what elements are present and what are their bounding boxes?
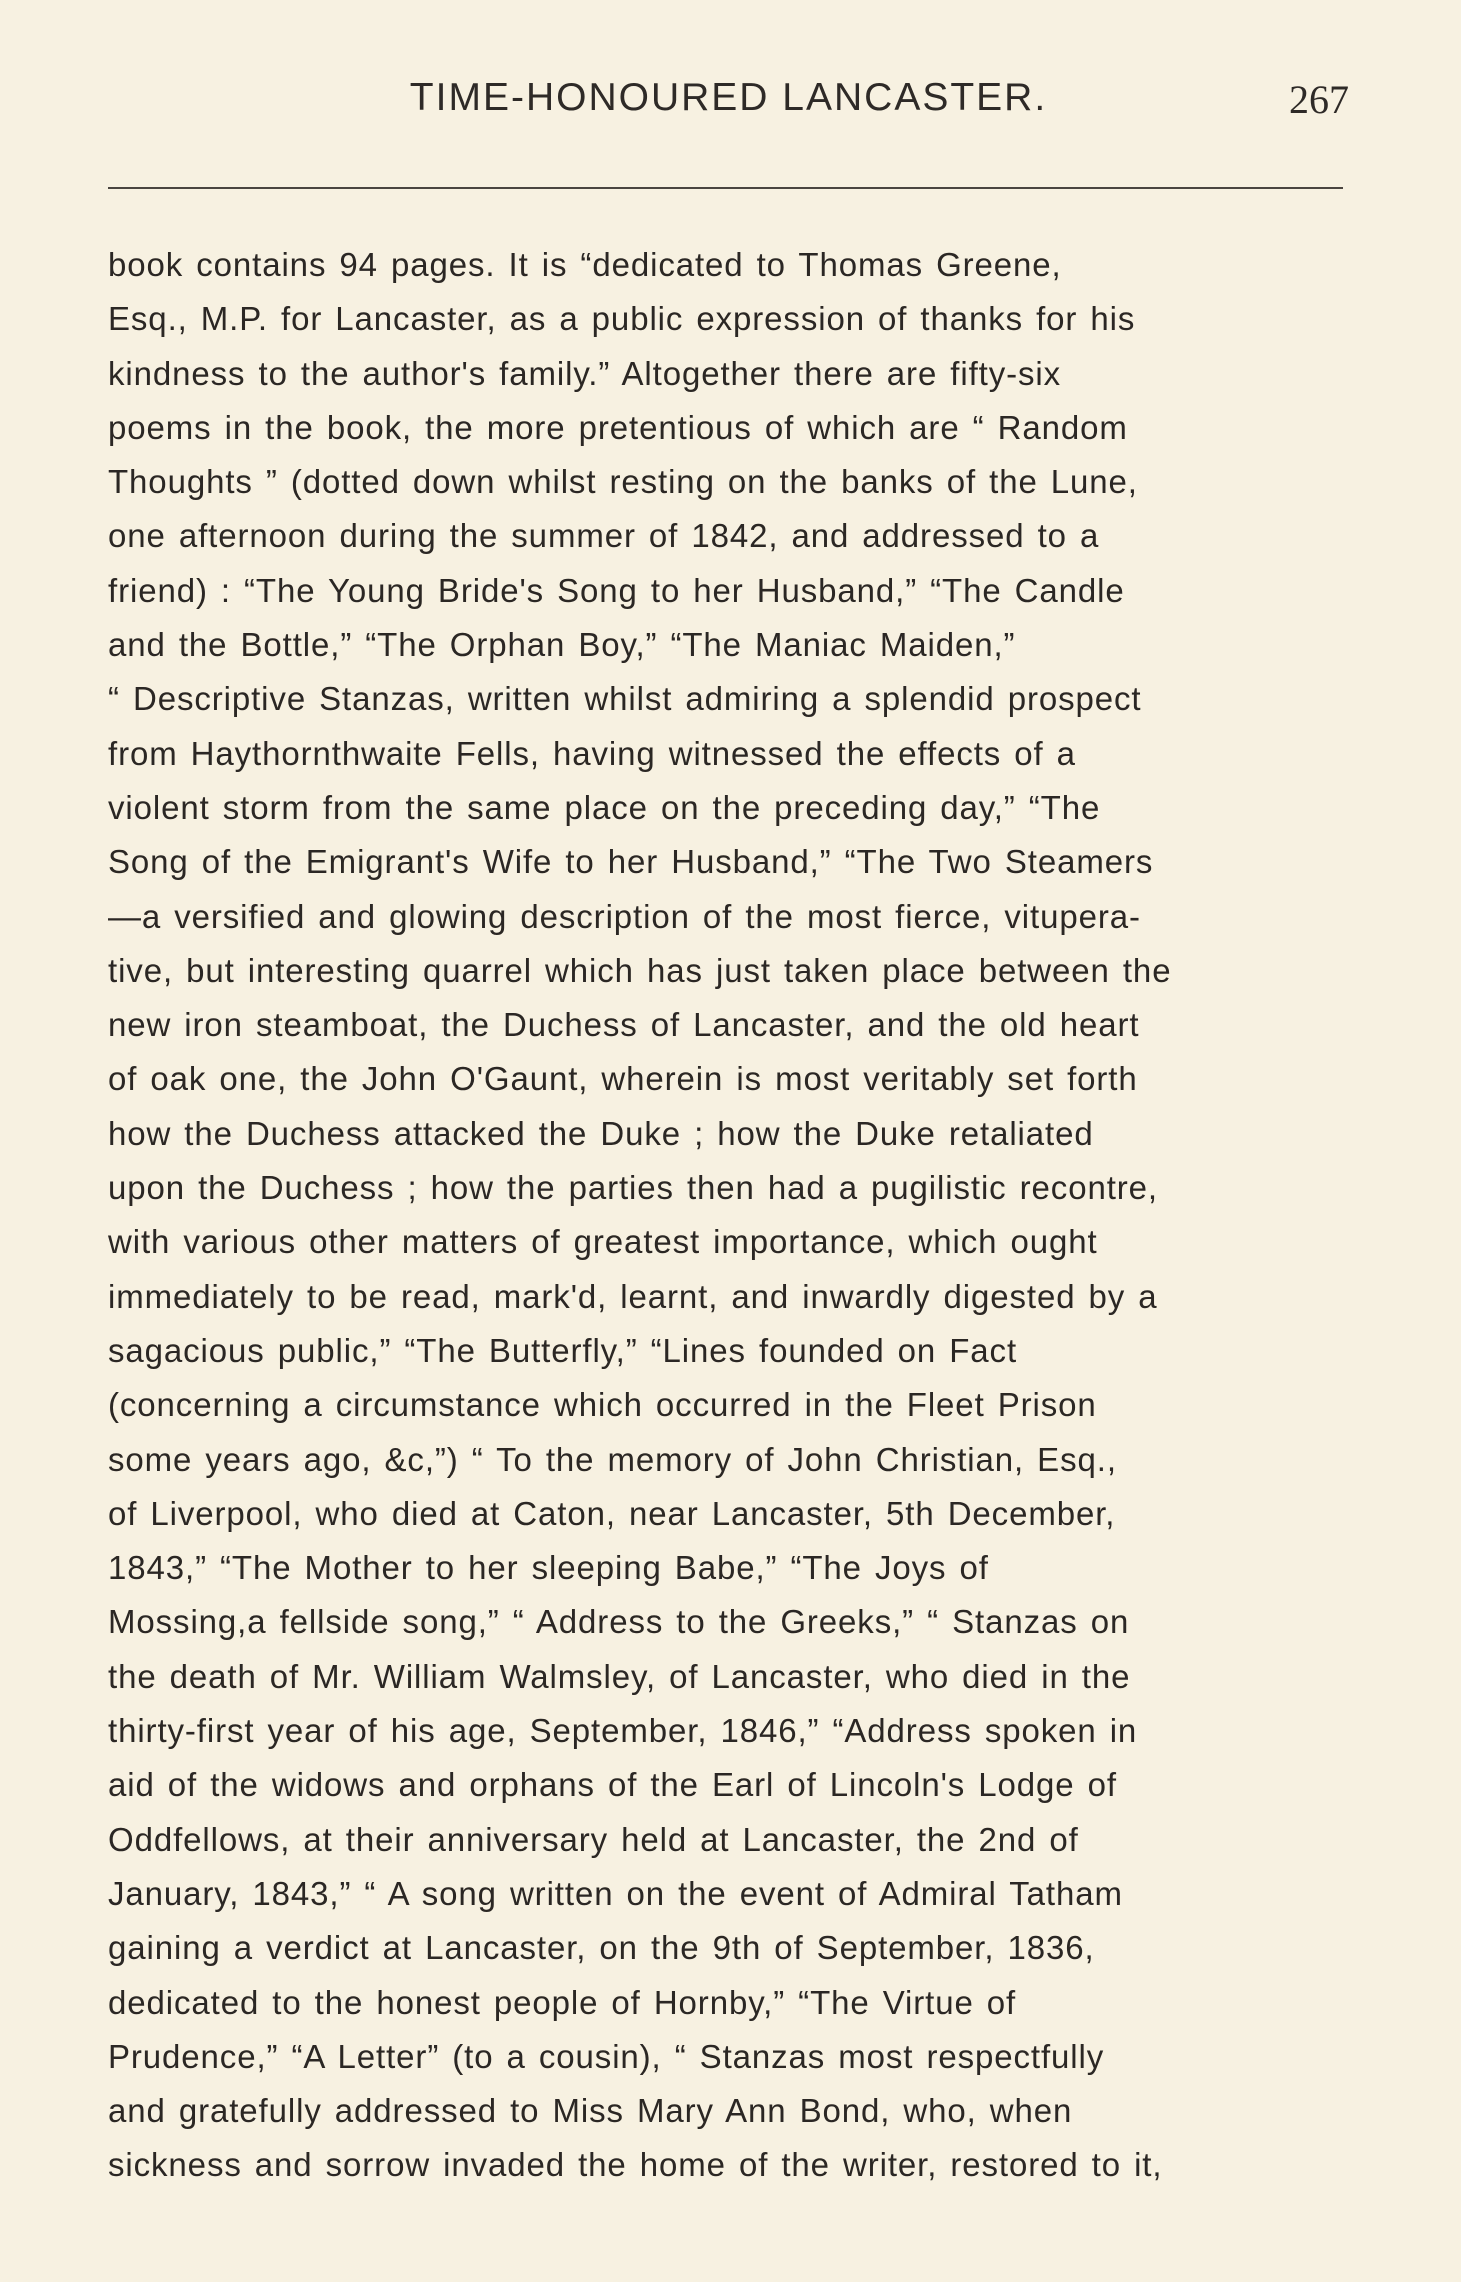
text-line: how the Duchess attacked the Duke ; how the Duke retaliated: [108, 1114, 1094, 1152]
text-line: sagacious public,” “The Butterfly,” “Lines founded on Fact: [108, 1331, 1018, 1369]
text-line: “ Descriptive Stanzas, written whilst admiring a splendid prospect: [108, 680, 1142, 718]
text-line: poems in the book, the more pretentious of which are “ Random: [108, 408, 1128, 446]
text-line: Song of the Emigrant's Wife to her Husband,” “The Two Steamers: [108, 843, 1154, 881]
text-line: Prudence,” “A Letter” (to a cousin), “ Stanzas most respectfully: [108, 2037, 1105, 2075]
page-number: 267: [1289, 77, 1349, 122]
running-title: TIME-HONOURED LANCASTER.: [409, 76, 1048, 119]
text-line: dedicated to the honest people of Hornby,” “The Virtue of: [108, 1983, 1017, 2021]
text-line: friend) : “The Young Bride's Song to her Husband,” “The Candle: [108, 571, 1125, 609]
text-line: upon the Duchess ; how the parties then had a pugilistic recontre,: [108, 1169, 1158, 1207]
text-line: Thoughts ” (dotted down whilst resting on the banks of the Lune,: [108, 463, 1138, 501]
text-line: January, 1843,” “ A song written on the event of Admiral Tatham: [108, 1874, 1123, 1912]
text-line: thirty-first year of his age, September, 1846,” “Address spoken in: [108, 1712, 1138, 1750]
text-line: violent storm from the same place on the preceding day,” “The: [108, 788, 1101, 826]
text-line: kindness to the author's family.” Altogether there are fifty-six: [108, 354, 1062, 392]
text-line: and gratefully addressed to Miss Mary Ann Bond, who, when: [108, 2092, 1073, 2130]
text-line: sickness and sorrow invaded the home of the writer, restored to it,: [108, 2146, 1163, 2184]
header-rule: [108, 187, 1343, 189]
body-text: [108, 238, 1344, 2193]
text-line: (concerning a circumstance which occurred in the Fleet Prison: [108, 1386, 1097, 1424]
text-line: Mossing,a fellside song,” “ Address to the Greeks,” “ Stanzas on: [108, 1603, 1130, 1641]
text-line: tive, but interesting quarrel which has just taken place between the: [108, 951, 1172, 989]
text-line: with various other matters of greatest importance, which ought: [108, 1223, 1098, 1261]
text-line: Esq., M.P. for Lancaster, as a public expression of thanks for his: [108, 300, 1136, 338]
text-line: from Haythornthwaite Fells, having witnessed the effects of a: [108, 734, 1076, 772]
text-line: book contains 94 pages. It is “dedicated to Thomas Greene,: [108, 246, 1062, 283]
text-line: and the Bottle,” “The Orphan Boy,” “The Maniac Maiden,”: [108, 626, 1016, 664]
text-line: new iron steamboat, the Duchess of Lancaster, and the old heart: [108, 1006, 1140, 1044]
text-line: of oak one, the John O'Gaunt, wherein is most veritably set forth: [108, 1060, 1138, 1098]
text-line: Oddfellows, at their anniversary held at Lancaster, the 2nd of: [108, 1820, 1079, 1858]
text-line: some years ago, &c,”) “ To the memory of John Christian, Esq.,: [108, 1440, 1117, 1478]
text-line: the death of Mr. William Walmsley, of Lancaster, who died in the: [108, 1657, 1131, 1695]
text-line: gaining a verdict at Lancaster, on the 9th of September, 1836,: [108, 1929, 1095, 1967]
text-line: one afternoon during the summer of 1842, and addressed to a: [108, 517, 1100, 555]
text-line: —a versified and glowing description of the most fierce, vitupera-: [108, 897, 1141, 935]
running-head: [108, 76, 1349, 136]
text-line: immediately to be read, mark'd, learnt, and inwardly digested by a: [108, 1277, 1158, 1315]
text-line: of Liverpool, who died at Caton, near Lancaster, 5th December,: [108, 1494, 1116, 1532]
text-line: aid of the widows and orphans of the Earl of Lincoln's Lodge of: [108, 1766, 1117, 1804]
text-line: 1843,” “The Mother to her sleeping Babe,” “The Joys of: [108, 1549, 989, 1587]
